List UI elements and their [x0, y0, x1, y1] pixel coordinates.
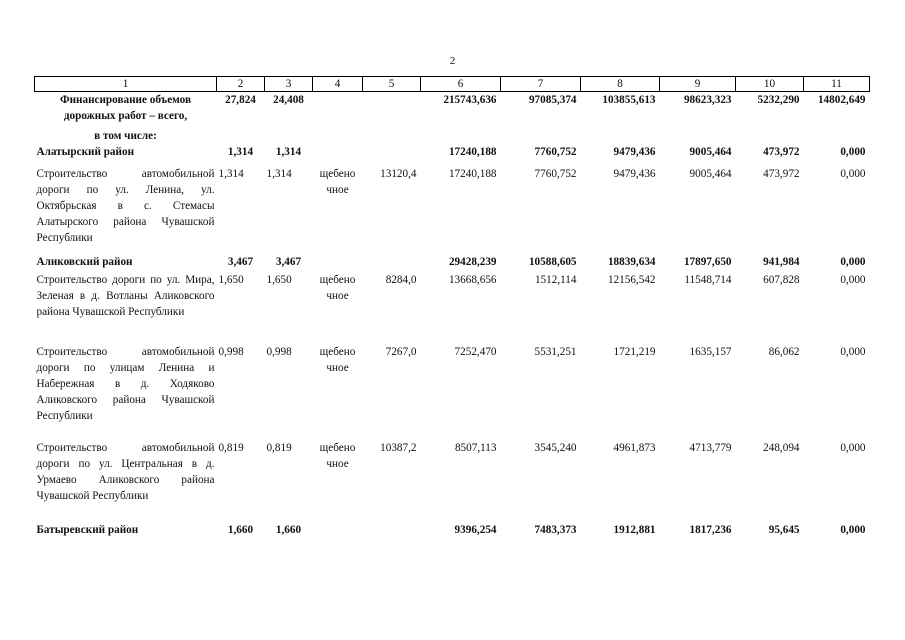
cell-c6: 215743,636 [443, 94, 497, 106]
cell-c11: 0,000 [840, 256, 866, 268]
cell-c4: щебеночное [319, 346, 356, 374]
row-name: Строительство автомобильной дороги по ул. Центральная в д. Урмаево Аликовского района Чувашской Республики [36, 442, 215, 502]
cell-c5 [363, 254, 421, 272]
cell-c2: 27,824 [225, 94, 256, 106]
cell-c10: 607,828 [763, 274, 800, 286]
row-name: Алатырский район [36, 146, 135, 158]
column-header: 8 [581, 77, 660, 92]
table-row-project [35, 166, 870, 254]
row-name: Финансирование объемов дорожных работ – всего, [59, 94, 191, 122]
cell-c7: 97085,374 [528, 94, 577, 106]
cell-c3: 1,660 [275, 524, 302, 536]
row-name: Строительство автомобильной дороги по улицам Ленина и Набережная в д. Ходяково Аликовского района Чувашской Республики [36, 346, 215, 422]
cell-c11: 0,000 [840, 524, 866, 536]
cell-c5 [363, 144, 421, 166]
table-row-total [35, 92, 870, 125]
cell-c9: 17897,650 [683, 256, 732, 268]
column-header: 6 [421, 77, 501, 92]
table-row-subheading [35, 124, 870, 144]
header-row [35, 77, 870, 92]
cell-c4 [313, 522, 363, 540]
cell-c9: 1635,157 [689, 346, 732, 358]
cell-c5: 10387,2 [380, 442, 417, 454]
cell-c3: 1,650 [266, 274, 292, 286]
cell-c4 [313, 254, 363, 272]
cell-c7: 7483,373 [534, 524, 577, 536]
cell-c6: 8507,113 [454, 442, 497, 454]
column-header: 2 [217, 77, 265, 92]
cell-c9: 9005,464 [689, 168, 732, 180]
row-name: Строительство дороги по ул. Мира, Зеленая в д. Вотланы Аликовского района Чувашской Республики [36, 274, 215, 318]
cell-c10: 86,062 [768, 346, 800, 358]
cell-c10: 473,972 [763, 168, 800, 180]
cell-c5: 13120,4 [380, 168, 417, 180]
cell-c9: 1817,236 [689, 524, 732, 536]
cell-c3: 0,998 [266, 346, 292, 358]
cell-c10: 941,984 [763, 256, 800, 268]
cell-c6: 17240,188 [448, 146, 497, 158]
cell-c7: 3545,240 [534, 442, 577, 454]
column-header: 10 [736, 77, 804, 92]
cell-c10: 95,645 [768, 524, 800, 536]
cell-c11: 0,000 [840, 346, 866, 358]
cell-c2: 1,314 [218, 168, 244, 180]
cell-c2: 1,650 [218, 274, 244, 286]
cell-c8: 1721,219 [613, 346, 656, 358]
cell-c5: 7267,0 [385, 346, 417, 358]
cell-c9: 9005,464 [689, 146, 732, 158]
column-header: 3 [265, 77, 313, 92]
cell-c4: щебеночное [319, 168, 356, 196]
table-row-project [35, 272, 870, 344]
cell-c8: 18839,634 [607, 256, 656, 268]
cell-c7: 7760,752 [534, 146, 577, 158]
cell-c10: 5232,290 [757, 94, 800, 106]
cell-c2: 0,998 [218, 346, 244, 358]
cell-c8: 9479,436 [613, 146, 656, 158]
table-row-district [35, 254, 870, 272]
cell-c6: 13668,656 [448, 274, 497, 286]
cell-c10: 473,972 [763, 146, 800, 158]
cell-c11: 0,000 [840, 168, 866, 180]
cell-c8: 1912,881 [613, 524, 656, 536]
row-name: Строительство автомобильной дороги по ул. Ленина, ул. Октябрьская в с. Стемасы Алатырского района Чувашской Республики [36, 168, 215, 244]
column-header: 9 [660, 77, 736, 92]
row-name: Аликовский район [36, 256, 133, 268]
column-header: 7 [501, 77, 581, 92]
cell-c4: щебеночное [319, 442, 356, 470]
table-row-project [35, 344, 870, 440]
cell-c3: 3,467 [275, 256, 302, 268]
cell-c7: 7760,752 [534, 168, 577, 180]
cell-c8: 12156,542 [607, 274, 656, 286]
cell-c3: 24,408 [273, 94, 304, 106]
cell-c7: 1512,114 [534, 274, 577, 286]
cell-c9: 4713,779 [689, 442, 732, 454]
cell-c8: 4961,873 [613, 442, 656, 454]
cell-c11: 0,000 [840, 442, 866, 454]
cell-c3: 1,314 [266, 168, 292, 180]
cell-c5 [363, 92, 421, 125]
cell-c6: 29428,239 [448, 256, 497, 268]
table-row-project [35, 440, 870, 522]
financing-table [34, 76, 870, 540]
cell-c4 [313, 92, 363, 125]
cell-c7: 10588,605 [528, 256, 577, 268]
cell-c11: 0,000 [840, 274, 866, 286]
cell-c8: 9479,436 [613, 168, 656, 180]
table-row-district [35, 522, 870, 540]
column-header: 4 [313, 77, 363, 92]
table-row-district [35, 144, 870, 166]
cell-c4 [313, 144, 363, 166]
column-header: 5 [363, 77, 421, 92]
cell-c6: 9396,254 [454, 524, 497, 536]
cell-c6: 7252,470 [454, 346, 497, 358]
cell-c9: 98623,323 [683, 94, 732, 106]
cell-c2: 1,660 [227, 524, 254, 536]
cell-c8: 103855,613 [602, 94, 656, 106]
cell-c10: 248,094 [763, 442, 800, 454]
row-name: Батыревский район [36, 524, 139, 536]
cell-c9: 11548,714 [684, 274, 732, 286]
cell-c3: 0,819 [266, 442, 292, 454]
cell-c2: 3,467 [227, 256, 254, 268]
cell-c11: 14802,649 [817, 94, 866, 106]
cell-c2: 0,819 [218, 442, 244, 454]
cell-c5: 8284,0 [385, 274, 417, 286]
cell-c7: 5531,251 [534, 346, 577, 358]
cell-c4: щебеночное [319, 274, 356, 302]
cell-c6: 17240,188 [448, 168, 497, 180]
cell-c2: 1,314 [227, 146, 254, 158]
cell-c5 [363, 522, 421, 540]
cell-c3: 1,314 [275, 146, 302, 158]
page-number: 2 [449, 55, 456, 67]
column-header: 1 [35, 77, 217, 92]
cell-c11: 0,000 [840, 146, 866, 158]
row-name: в том числе: [94, 130, 157, 142]
column-header: 11 [804, 77, 870, 92]
